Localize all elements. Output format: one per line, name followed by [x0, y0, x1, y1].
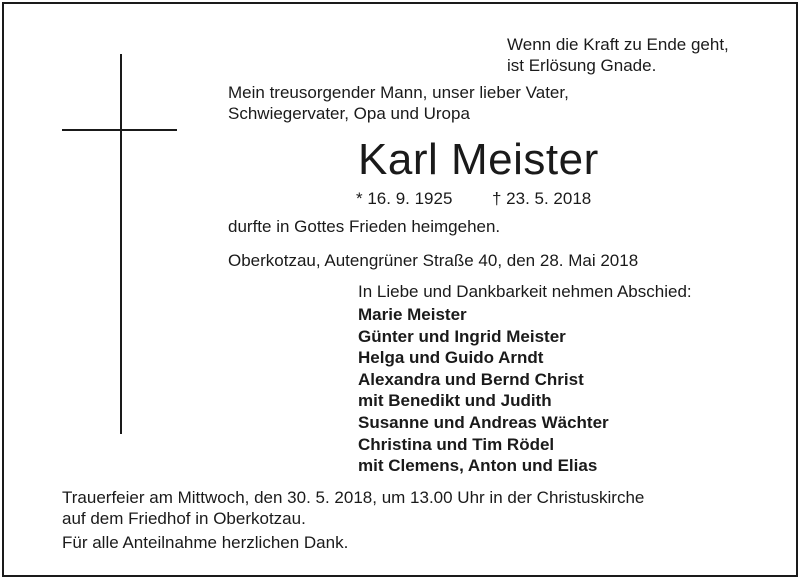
- birth-date: * 16. 9. 1925: [356, 189, 453, 208]
- mourner: Alexandra und Bernd Christ: [358, 369, 584, 389]
- motto: [507, 34, 729, 76]
- mourner: mit Clemens, Anton und Elias: [358, 456, 598, 476]
- mourners-list: [358, 304, 609, 477]
- relation-line: Mein treusorgender Mann, unser lieber Vater,: [228, 83, 569, 102]
- mourner: Günter und Ingrid Meister: [358, 326, 566, 346]
- service-info: [62, 487, 644, 529]
- mourner: Susanne und Andreas Wächter: [358, 412, 609, 432]
- death-date: † 23. 5. 2018: [492, 189, 592, 208]
- relation-line: Schwiegervater, Opa und Uropa: [228, 104, 470, 123]
- thanks-text: Für alle Anteilnahme herzlichen Dank.: [62, 533, 349, 552]
- mourner: Marie Meister: [358, 305, 467, 324]
- cross-icon-horizontal: [62, 129, 177, 131]
- place-date: Oberkotzau, Autengrüner Straße 40, den 28. Mai 2018: [228, 251, 639, 270]
- service-line: auf dem Friedhof in Oberkotzau.: [62, 509, 306, 528]
- cross-icon-vertical: [120, 54, 122, 434]
- passing-text: durfte in Gottes Frieden heimgehen.: [228, 217, 501, 236]
- mourner: mit Benedikt und Judith: [358, 391, 552, 411]
- service-line: Trauerfeier am Mittwoch, den 30. 5. 2018, um 13.00 Uhr in der Christuskirche: [62, 488, 645, 507]
- mourner: Christina und Tim Rödel: [358, 434, 555, 454]
- motto-line: ist Erlösung Gnade.: [507, 56, 657, 75]
- mourner: Helga und Guido Arndt: [358, 348, 544, 368]
- deceased-name: Karl Meister: [358, 135, 599, 184]
- relation-text: [228, 82, 569, 124]
- obituary-notice: [2, 2, 798, 577]
- farewell-text: In Liebe und Dankbarkeit nehmen Abschied:: [358, 282, 692, 301]
- motto-line: Wenn die Kraft zu Ende geht,: [507, 35, 729, 54]
